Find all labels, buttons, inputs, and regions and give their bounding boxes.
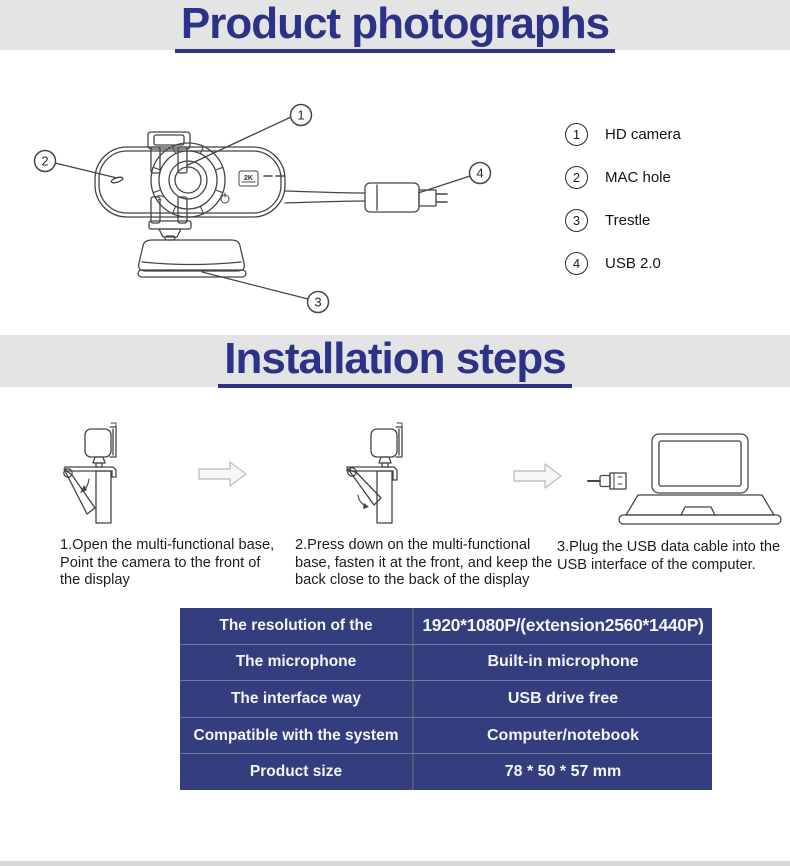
caption-line: 2.Press down on the multi-functional bbox=[295, 537, 531, 553]
laptop-icon bbox=[619, 434, 781, 524]
product-photographs-header bbox=[0, 0, 790, 50]
callout-circles bbox=[35, 105, 491, 313]
arrow-right-icon bbox=[198, 460, 248, 488]
circled-number-icon: 1 bbox=[565, 123, 588, 146]
spec-value: 1920*1080P/(extension2560*1440P) bbox=[422, 615, 704, 636]
page-title: Product photographs bbox=[175, 0, 615, 53]
table-row bbox=[180, 645, 712, 682]
legend-item-mac-hole bbox=[565, 156, 681, 199]
table-row bbox=[180, 608, 712, 645]
caption-line: back close to the back of the display bbox=[295, 572, 530, 588]
legend-label: USB 2.0 bbox=[605, 255, 661, 272]
step2-illustration-icon bbox=[330, 413, 465, 543]
table-row bbox=[180, 681, 712, 718]
legend-label: Trestle bbox=[605, 212, 651, 229]
usb-cable bbox=[285, 191, 365, 203]
webcam-body bbox=[95, 147, 285, 217]
spec-label: Compatible with the system bbox=[180, 718, 414, 754]
legend-label: HD camera bbox=[605, 126, 681, 143]
callout-3: 3 bbox=[314, 294, 322, 310]
caption-line: 3.Plug the USB data cable into the bbox=[557, 539, 781, 555]
arrow-right-icon bbox=[513, 462, 563, 490]
table-row bbox=[180, 754, 712, 790]
caption-line: base, fasten it at the front, and keep the bbox=[295, 554, 553, 571]
legend-item-trestle bbox=[565, 199, 681, 242]
circled-number-icon: 3 bbox=[565, 209, 588, 232]
parts-legend bbox=[565, 113, 681, 285]
step2-caption bbox=[295, 537, 555, 590]
bottom-divider bbox=[0, 861, 790, 866]
spec-value: Built-in microphone bbox=[487, 653, 639, 671]
installation-steps-header bbox=[0, 335, 790, 387]
legend-item-usb bbox=[565, 242, 681, 285]
circled-number-icon: 4 bbox=[565, 252, 588, 275]
caption-line: the display bbox=[60, 572, 130, 588]
step3-caption bbox=[557, 539, 787, 574]
legend-item-hd-camera bbox=[565, 113, 681, 156]
callout-4: 4 bbox=[476, 165, 484, 181]
spec-label: The resolution of the bbox=[180, 608, 414, 644]
circled-number-icon: 2 bbox=[565, 166, 588, 189]
trestle-base bbox=[138, 240, 246, 277]
spec-value: 78 * 50 * 57 mm bbox=[504, 763, 622, 781]
step1-caption bbox=[60, 537, 285, 590]
spec-table bbox=[180, 608, 712, 790]
webcam-diagram-icon bbox=[20, 85, 520, 335]
legend-label: MAC hole bbox=[605, 169, 671, 186]
spec-value: Computer/notebook bbox=[487, 726, 639, 744]
usb-plug-icon bbox=[588, 473, 626, 489]
step3-illustration-icon bbox=[568, 420, 783, 550]
callout-1: 1 bbox=[297, 107, 305, 123]
spec-label: Product size bbox=[180, 754, 414, 790]
top-clip bbox=[148, 132, 190, 173]
table-row bbox=[180, 718, 712, 755]
spec-label: The interface way bbox=[180, 681, 414, 717]
callout-2: 2 bbox=[41, 153, 49, 169]
caption-line: USB interface of the computer. bbox=[557, 556, 756, 573]
step1-illustration-icon bbox=[58, 413, 193, 543]
spec-label: The microphone bbox=[180, 645, 414, 681]
caption-line: 1.Open the multi-functional base, bbox=[60, 537, 275, 553]
section-title: Installation steps bbox=[218, 335, 571, 388]
badge-2k-label: 2K bbox=[244, 175, 253, 182]
caption-line: Point the camera to the front of bbox=[60, 554, 261, 571]
lens bbox=[151, 143, 225, 217]
spec-value: USB drive free bbox=[507, 689, 619, 707]
